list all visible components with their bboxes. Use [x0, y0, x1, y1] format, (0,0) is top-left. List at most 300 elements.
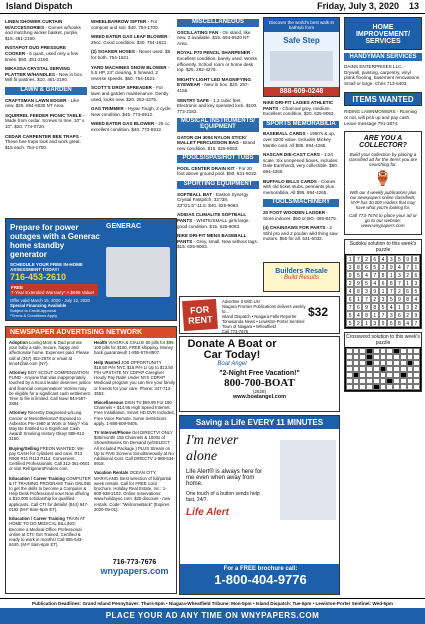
sudoku-cell: 9: [379, 319, 387, 327]
listing-title: CEDAR CARPENTER BEE TRAPS: [5, 133, 81, 139]
listing-title: MIKASSA CRYSTAL SERVING PLATTER W/HANDLES: [5, 66, 71, 77]
sudoku-cell: 7: [371, 271, 379, 279]
listing-body: - Like new. $25. 694-6530 NT Area.: [5, 97, 80, 109]
lawn-listing: [91, 49, 173, 60]
builders-brand: Builders Resale: [275, 268, 328, 275]
listing-title: Vacation Rentals: [94, 470, 130, 476]
generac-phone: 716-453-2610: [10, 272, 67, 282]
listing-body: - 6 quart, used only a few times. $60. 481-2190.: [5, 50, 79, 62]
generac-terms: *Terms & Conditions Apply: [10, 313, 58, 318]
collector-body: Build your collection by placing a classified ad for the items you are searching for.: [348, 152, 418, 168]
for-rent-price: $32: [308, 305, 329, 319]
sudoku-cell: 1: [379, 287, 387, 295]
misc-listing: [177, 50, 259, 72]
listing-body: - Comes with old ticket stubs, pennants plus memorabilia. All $95. 694-4265.: [263, 178, 336, 195]
crossword-cell: [407, 384, 414, 390]
listing-title: (2) SOAKER HOSES: [91, 49, 137, 55]
listing-title: TV Internet/Phone: [94, 430, 132, 436]
nyads-title: NEWSPAPER ADVERTISING NETWORK: [6, 327, 176, 338]
lawn-listing: [5, 98, 87, 109]
sudoku-title: Sudoku solution to this week's puzzle: [349, 241, 417, 254]
items-wanted-listing: RIDING LAWNMOWERS - Running or not, will pick up and pay cash. Leave message 791-3874.: [344, 109, 417, 126]
builders-sub: Build Results: [283, 275, 319, 281]
paper-name: Island Dispatch: [6, 1, 73, 11]
bathtub-image: [270, 51, 333, 81]
sudoku-cell: 4: [387, 303, 395, 311]
listing-title: Health: [94, 340, 109, 345]
sudoku-cell: 8: [379, 271, 387, 279]
listing-title: Miscellaneous: [94, 400, 125, 406]
sudoku-cell: 4: [354, 311, 362, 319]
life-alert-brochure: For a FREE brochure call:: [223, 566, 298, 572]
life-alert-note: One touch of a button sends help fast, 24/7.: [186, 491, 260, 503]
section-miscellaneous: MISCELLANEOUS: [177, 19, 259, 27]
sudoku-cell: 7: [395, 279, 403, 287]
nyad-listing: [9, 340, 91, 366]
listing-body: - Comes w/hooks and matching wicker basket, purple. $15. 481-2190.: [5, 24, 81, 41]
nyad-listing: [9, 516, 91, 547]
sudoku-cell: 1: [354, 295, 362, 303]
life-alert-title: Saving a Life EVERY 11 MINUTES: [180, 416, 339, 429]
section-tools-machinery: TOOLS/MACHINERY: [263, 199, 339, 207]
listing-body: OCEAN CITY, MARYLAND. Best selection of full/partial week rentals. Call for FREE color brochure. Holiday Real Estate, Inc.: 1-800-638-2102. Online reservations: www.holidayoc.com. $25 discount - new rentals. Code: "WelcomeBack" (Expires 2020-09-01).: [94, 470, 172, 512]
safe-step-brand: Safe Step: [283, 36, 320, 45]
life-alert-logo: Life Alert: [186, 507, 229, 518]
listing-title: Education / Career Training: [9, 516, 67, 522]
crossword-cell: [393, 384, 400, 390]
listing-title: INSTAPOT DUO PRESSURE COOKER: [5, 45, 66, 56]
sudoku-cell: 5: [346, 319, 354, 327]
sudoku-cell: 1: [387, 271, 395, 279]
sudoku-cell: 2: [395, 287, 403, 295]
crossword-cell: [413, 384, 420, 390]
sudoku-cell: 3: [404, 303, 412, 311]
sudoku-cell: 3: [362, 287, 370, 295]
lawn-listing: [91, 85, 173, 102]
life-alert-tag: Life Alert® is always here for me even when away from home.: [186, 469, 263, 487]
sudoku-cell: 1: [371, 311, 379, 319]
sudoku-cell: 6: [371, 255, 379, 263]
music-listing: [177, 135, 259, 152]
generac-logo: GENERAC: [106, 223, 142, 230]
misc-listing: [177, 77, 259, 94]
sudoku-cell: 3: [371, 319, 379, 327]
donate-num: (2628): [252, 389, 266, 394]
sudoku-cell: 6: [354, 303, 362, 311]
generac-offer-text: 7-Year Extended Warranty* A $695 Value!: [11, 290, 95, 295]
listing-title: ADIDAS CLIMALITE SOFTBALL PANTS: [177, 212, 247, 224]
listing-body: - 2 Stihl pro and 2 poulan wild thing saw motors. $50 for all. 531-6032.: [263, 225, 338, 242]
section-pools-spas: POOLS/SPAS/HOT TUBS: [177, 155, 259, 163]
sudoku-cell: 7: [404, 263, 412, 271]
listing-title: GAS TRIMMER: [91, 106, 125, 112]
listing-body: - Never used. $8 for both. 754-1621.: [91, 49, 171, 60]
listing-title: OSCILLATING FAN: [177, 29, 220, 35]
crossword-cell: [373, 384, 380, 390]
listing-title: LINEN SHOWER CURTAIN W/ACCESSORIES: [5, 19, 63, 30]
rent-line: Town of Niagara • Wheatfield: [222, 324, 276, 329]
builders-resale-ad[interactable]: [263, 262, 340, 292]
listing-title: WEED EATER GAS LEAF BLOWER: [91, 34, 169, 40]
sport-listing: [263, 100, 339, 117]
listing-title: BASEBALL CARDS: [263, 131, 307, 137]
sudoku-cell: 5: [371, 263, 379, 271]
section-sports-memorabilia: SPORTS MEMORABILIA: [263, 121, 339, 129]
sudoku-cell: 1: [395, 303, 403, 311]
for-rent-lines: [222, 299, 312, 334]
life-alert-headline: I'm never alone: [186, 433, 239, 464]
generac-offer: [10, 284, 98, 296]
listing-title: NASCAR DIE-CAST CARS: [263, 152, 322, 158]
crossword-cell: [366, 384, 373, 390]
sudoku-cell: 4: [404, 319, 412, 327]
sport-listing: [177, 233, 259, 250]
sudoku-cell: 3: [346, 263, 354, 271]
donate-title: Donate A Boat or Car Today!: [187, 338, 277, 361]
lawn-listing: [5, 134, 87, 151]
listing-title: Adoption: [9, 340, 30, 345]
sudoku-cell: 2: [404, 311, 412, 319]
section-lawn-garden: LAWN & GARDEN: [5, 87, 87, 95]
sudoku-cell: 5: [362, 279, 370, 287]
pools-listing: [177, 166, 259, 177]
sudoku-cell: 8: [395, 319, 403, 327]
sudoku-cell: 2: [404, 271, 412, 279]
misc-listing: [177, 30, 259, 47]
crossword-cell: [400, 384, 407, 390]
listing-title: SCOTT'S DROP SPREADER: [91, 85, 154, 91]
sudoku-cell: 3: [395, 271, 403, 279]
listing-title: Help Wanted: [94, 359, 122, 365]
nyad-listing: [9, 410, 91, 441]
sudoku-cell: 1: [412, 263, 420, 271]
lawn-listing: [91, 34, 173, 45]
listing-body: DISH TV $59.99 For 190 Channels + $14.95 High Speed Internet. Free Installation, Smart HD DVR Included, Free Voice Remote. Some restrictions apply. 1-888-609-9405.: [94, 400, 175, 426]
rent-line: Niagara Frontier Publications delivers weekly to...: [222, 304, 306, 314]
listing-body: FREON WANTED: We pay CASH for cylinders and cans. R12 R500 R11 R113 R114. Convenient. Certified Professionals. Call 312-361-0601 or visit RefrigerantFinders.com.: [9, 445, 90, 472]
collector-more: With our 4 weekly publications plus our newspapers online classifieds, NYP has 30,000 readers that may have what you're looking for.: [349, 190, 417, 211]
sudoku-cell: 9: [404, 255, 412, 263]
tools-listing: [263, 225, 339, 242]
sudoku-cell: 6: [387, 319, 395, 327]
listing-title: SQUIRREL FEEDER PICNIC TABLE: [5, 112, 83, 118]
sudoku-cell: 2: [362, 255, 370, 263]
listing-body: - On stand, like new. 2 available. $15. 694-6520 NT Area.: [177, 29, 251, 46]
page-number: 13: [408, 1, 419, 11]
lawn-listing: [91, 19, 173, 30]
sudoku-cell: 2: [379, 263, 387, 271]
listing-title: YARD MACHINES SNOW BLOWER: [91, 64, 168, 70]
generac-free: FREE: [11, 285, 24, 290]
listing-title: NIKE DRI-FIT LADIES ATHLETIC PANTS: [263, 100, 334, 111]
listing-body: VIAGRA & CIALIS! 60 pills for $99. 100 pills for $150. FREE shipping. Money back guaranteed! 1-855-579-8907.: [94, 340, 175, 356]
nyad-listing: [94, 430, 175, 466]
listing-title: Buying/Selling: [9, 445, 41, 451]
listing-title: SENTRY SAFE: [177, 97, 211, 103]
sudoku-cell: 5: [412, 287, 420, 295]
crossword-cell: [380, 384, 387, 390]
nyad-listing: [9, 476, 91, 512]
collector-ad[interactable]: [344, 131, 422, 235]
sudoku-cell: 4: [395, 263, 403, 271]
donate-brand: Boat Angel: [217, 361, 247, 367]
generac-financing: Special Financing Available: [10, 303, 67, 308]
nyads-web: wnypapers.com: [100, 566, 169, 576]
safe-step-ad[interactable]: [263, 17, 340, 97]
lawn-listing: [5, 113, 87, 130]
listing-body: - Grey, small. New without tags. $15. 625-9063.: [177, 238, 259, 250]
listing-body: - These bee traps look and work great. $15 each. 754-1700.: [5, 133, 82, 150]
sudoku-cell: 2: [354, 319, 362, 327]
generac-dates: Offer valid March 15, 2020 - July 12, 2020: [10, 298, 90, 303]
listing-body: - Charcoal grey, medium. Excellent condition. $20. 625-9063.: [263, 105, 335, 117]
sudoku-cell: 4: [379, 255, 387, 263]
nyads-phone: 716-773-7676: [112, 559, 157, 566]
section-sporting-equipment: SPORTING EQUIPMENT: [177, 181, 259, 189]
life-alert-footer: [180, 564, 340, 595]
rent-line: Island Dispatch • Niagara Falls Reporter: [222, 314, 297, 319]
listing-body: - For 20 foot above ground pool. $50. 531-6032.: [177, 165, 258, 177]
sudoku-cell: 8: [354, 263, 362, 271]
generac-subject: Subject to Credit Approval: [10, 308, 57, 313]
right-column: [344, 17, 422, 392]
rent-line: Call 773-7676: [222, 329, 249, 334]
column-2: [91, 19, 173, 137]
donate-phone: 800-700-BOAT: [224, 377, 295, 389]
sudoku-cell: 9: [371, 287, 379, 295]
nyad-listing: [94, 400, 175, 426]
sudoku-cell: 2: [371, 295, 379, 303]
sudoku-cell: 2: [412, 303, 420, 311]
place-ad-banner[interactable]: PLACE YOUR AD ANY TIME ON WNYPAPERS.COM: [0, 608, 425, 624]
listing-body: Loving Mom & Dad promise your baby a safe, secure, happy and affectionate home. Expenses paid. Please call at (347) 452-2878 or email at leno4@ail.com (NY).: [9, 340, 90, 366]
listing-body: - 1950's & up, over 5200 value. Includes Mickey Mantle card. All $85. 694-4265.: [263, 131, 336, 148]
sudoku-cell: 6: [395, 311, 403, 319]
listing-body: COMPUTER & IT TRAINING PROGRAM! Train ONLINE to get the skills to become a Computer & Help Desk Professional now! Now offering a $10,000 scholarship for qualified applicants. Call CTI for details! (844) 947-0192 (M-F 8am-6pm ET).: [9, 475, 91, 512]
sudoku-cell: 9: [362, 303, 370, 311]
listing-title: WEED EATER GAS BLOWER: [91, 121, 156, 127]
page-footer: [0, 598, 425, 624]
listing-body: - Store indoors. $50 or BO. 495-8475.: [263, 209, 338, 221]
listing-title: Attorney: [9, 370, 28, 376]
for-rent-sign: FOR RENT: [182, 299, 218, 331]
listing-body: - For compost and soil. $40. 754-1700.: [91, 19, 159, 30]
sudoku-grid: [345, 254, 421, 328]
page-date: Friday, July 3, 2020: [317, 1, 399, 11]
sudoku-cell: 9: [387, 263, 395, 271]
listing-title: CRAFTSMAN LAWN EDGER: [5, 97, 68, 103]
sudoku-cell: 9: [346, 271, 354, 279]
listing-title: GATOR GH 3004 NYLON STICK/ MALLET PERCUSSION BAG: [177, 134, 247, 146]
sudoku-cell: 4: [412, 295, 420, 303]
sudoku-cell: 4: [346, 287, 354, 295]
safe-step-phone: 888-609-0248: [264, 87, 339, 96]
misc-listing: [177, 98, 259, 115]
sudoku-cell: 5: [354, 271, 362, 279]
handyman-listing: DAINS ENTERPRISES LLC. - Drywall, painting, carpentry, vinyl plank flooring, basement renovations. Small or large. Chris 713-6403.: [344, 64, 421, 86]
home-improvement-banner: HOME IMPROVEMENT/ SERVICES: [344, 17, 422, 50]
life-alert-phone: 1-800-404-9776: [214, 572, 307, 587]
listing-body: - 1:24 scale. Six unopened boxes, includes Dale Earnhardt, very collectible. $90. 694-4265.: [263, 152, 339, 174]
household-listing: [5, 45, 87, 62]
crossword-solution: [344, 332, 422, 392]
sudoku-cell: 7: [387, 287, 395, 295]
sudoku-cell: 8: [354, 287, 362, 295]
memorabilia-listing: [263, 152, 339, 174]
life-alert-ad[interactable]: [179, 415, 340, 595]
sudoku-cell: 3: [387, 255, 395, 263]
collector-call: Call 773-7676 to place your ad or go to our website: www.wnypapers.com: [349, 213, 417, 229]
nyad-listing: [94, 340, 175, 356]
items-wanted-banner: ITEMS WANTED: [344, 92, 422, 106]
life-alert-photo: [280, 440, 336, 520]
listing-body: - 5.5 HP, 24" clearing, 5 forward, 2 reverse speeds. $60. 754-1621.: [91, 64, 170, 81]
memorabilia-listing: [263, 131, 339, 148]
nyads-footer: [94, 559, 175, 576]
nyad-listing: [94, 360, 175, 396]
for-rent-ad[interactable]: [179, 296, 340, 334]
listing-body: Get DIRECTV! ONLY $35/month! 155 Channels & 1000s of Shows/Movies On Demand (w/SELECT All Included Package.) PLUS Stream on Up to FIVE Screens Simultaneously at No Additional Cost. Call DIRECTV 1-888-534-6918.: [94, 430, 175, 467]
listing-title: Attorney: [9, 410, 28, 416]
newspaper-ad-network: [5, 326, 177, 594]
sudoku-cell: 1: [362, 319, 370, 327]
sudoku-cell: 7: [346, 303, 354, 311]
sudoku-cell: 7: [362, 295, 370, 303]
listing-title: ROYAL P70 PENCIL SHARPENER: [177, 50, 252, 56]
collectibles-icon: 🏺: [374, 170, 392, 187]
section-musical-instruments: MUSICAL INSTRUMENTS/ EQUIPMENT: [177, 118, 259, 131]
crossword-cell: [386, 384, 393, 390]
lawn-listing: [91, 65, 173, 82]
listing-body: - 25 cc, excellent condition. $40. 773-6912.: [91, 121, 171, 132]
listing-body: - 1.2 cubic feet. Electronic and key operated lock. $100. 773-2182.: [177, 97, 258, 114]
sudoku-cell: 6: [362, 263, 370, 271]
listing-title: WHEELBARROW SIFTER: [91, 19, 148, 24]
publication-deadlines: Publication Deadlines: Grand Island PennySaver: Thurs-5pm • Niagara-Wheatfield Tribune: Mon-5pm • Island Dispatch: Tue-5pm • Lewiston-Porter Sentinel: Wed-5pm: [0, 598, 425, 608]
nyads-col1: [9, 340, 91, 551]
listing-body: - For lawn and garden maintenance. Gently used, looks new. $20. 262-4276.: [91, 85, 169, 102]
nyad-listing: [9, 370, 91, 406]
sudoku-cell: 8: [362, 311, 370, 319]
sudoku-cell: 5: [395, 255, 403, 263]
nyads-col2: [94, 340, 175, 516]
listing-title: SOFTBALL BAT: [177, 191, 214, 197]
crossword-cell: [346, 384, 353, 390]
collector-title: ARE YOU A COLLECTOR?: [359, 135, 407, 150]
household-listing: [5, 19, 87, 41]
rent-line: Advertise It With Us!: [222, 299, 260, 304]
sudoku-cell: 4: [362, 271, 370, 279]
sport-listing: [177, 192, 259, 209]
sudoku-cell: 6: [404, 287, 412, 295]
donate-boat-ad[interactable]: [179, 336, 340, 412]
page-header: [0, 0, 425, 14]
listing-body: - New in box. Will fit pastries. $10. 481-2190.: [5, 71, 84, 83]
sudoku-cell: 1: [346, 255, 354, 263]
listing-body: - Made from cedar. Screws to tree, 10" x 10". $20. 774-0720.: [5, 112, 85, 129]
sudoku-cell: 3: [412, 279, 420, 287]
safe-step-title: Discover the world's best walk-in bathtub from: [264, 18, 339, 32]
listing-body: - New in box. $20. 297-4155.: [177, 82, 250, 93]
lawn-listing: [91, 106, 173, 117]
sudoku-cell: 7: [412, 319, 420, 327]
sudoku-cell: 3: [387, 311, 395, 319]
listing-body: BOY SCOUT COMPENSATION FUND - Anyone that was inappropriately touched by a Scout leader deserves justice and financial compensation! Victims may be eligible for a significant cash settlement. Time to file is limited. Call Now! 844-587-2884.: [9, 370, 91, 407]
sudoku-cell: 8: [387, 279, 395, 287]
listing-title: BUFFALO BILLS CARDS: [263, 178, 319, 184]
household-listing: [5, 66, 87, 83]
listing-title: NIKE DRI-FIT MENS BASEBALL PANTS: [177, 233, 247, 244]
page-date-number: [317, 1, 419, 11]
sudoku-cell: 9: [354, 279, 362, 287]
sudoku-cell: 8: [371, 303, 379, 311]
crossword-cell: [353, 384, 360, 390]
listing-body: - Easton Synergy Crystal Fastpitch, 32"/38, 33"/21.5"-11.5. $40. 625-9063.: [177, 191, 249, 208]
sudoku-cell: 9: [395, 295, 403, 303]
sudoku-cell: 8: [404, 295, 412, 303]
rent-line: Tonawanda News • Lewiston-Porter Sentinel: [222, 319, 305, 324]
listing-body: - Brand new condition. $15. 625-9063.: [177, 140, 256, 151]
donate-tagline: "2-Night Free Vacation!": [219, 370, 300, 377]
sudoku-cell: 8: [412, 255, 420, 263]
nyad-listing: [94, 470, 175, 512]
listing-body: - Hypar Tough, 2 cycle. New condition. $45. 773-6912.: [91, 106, 172, 117]
section-handyman: HANDYMAN SERVICES: [344, 53, 422, 61]
column-1: [5, 19, 87, 154]
listing-body: JOB OPPORTUNITY $18.50 P/H NYC $16 P/H LI Up to $13.50 P/H UPSTATE NY CDPAP Caregiver Hourly Pay Rate! Under NYS CDPAP Medicaid program you can hire your family or friends for your care. Phone: 347-713-3553.: [94, 359, 175, 396]
listing-title: (4) CHAINSAWS FOR PARTS: [263, 225, 327, 231]
generac-schedule: SCHEDULE YOUR FREE IN-HOME ASSESSMENT TODAY!: [10, 262, 83, 272]
listing-body: - Excellent condition, barely used. Works efficiently. School room or home desk top. $25. 262-4276.: [177, 50, 258, 73]
sudoku-cell: 7: [379, 311, 387, 319]
generac-ad[interactable]: [5, 218, 177, 321]
listing-body: - 25cc. Good condition. $30. 754-1621.: [91, 34, 171, 45]
generator-image: [106, 247, 170, 297]
crossword-title: Crossword solution to this week's puzzle: [346, 334, 420, 347]
column-3: [177, 17, 259, 254]
crossword-cell: [359, 384, 366, 390]
sudoku-cell: 2: [346, 279, 354, 287]
listing-title: Education / Career Training: [9, 475, 67, 481]
tools-listing: [263, 210, 339, 221]
listing-body: Recently Diagnosed w/Lung Cancer or Mesothelioma? Exposed to Asbestos Pre-1980 at Work or Navy? You May Be Entitled to a Significant Cash Award! Smoking History Okay! 888-912-3150.: [9, 410, 89, 442]
sudoku-cell: 5: [346, 311, 354, 319]
sudoku-solution: [344, 239, 422, 329]
listing-body: - WHITE/SMALL girls large, good condition. $15. 625-9063.: [177, 218, 250, 229]
sport-listing: [177, 212, 259, 229]
nyad-listing: [9, 446, 91, 472]
listing-title: MIGHTY LIGHT LED MAGNIFYING EYEWEAR: [177, 76, 251, 88]
listing-title: 20 FOOT WOODEN LADDER: [263, 209, 327, 215]
listing-body: TRAIN AT HOME TO DO MEDICAL BILLING! Become a Medical Office Professional online at CTI! Get Trained, Certified & ready to work in months! Call 855-543-6440. (M-F 8am-6pm ET).: [9, 516, 86, 548]
generac-headline: Prepare for power outages with a Generac home standby generator: [10, 223, 100, 259]
lawn-listing: [91, 121, 173, 132]
donate-web: www.boatangel.com: [233, 394, 286, 400]
sudoku-cell: 6: [379, 279, 387, 287]
listing-title: POOL CENTER DRAIN KIT: [177, 165, 236, 171]
sudoku-cell: 6: [346, 295, 354, 303]
sudoku-cell: 7: [354, 255, 362, 263]
sudoku-cell: 5: [379, 303, 387, 311]
sudoku-cell: 6: [412, 271, 420, 279]
memorabilia-listing: [263, 179, 339, 196]
sudoku-cell: 3: [379, 295, 387, 303]
column-4: [263, 100, 339, 246]
sudoku-cell: 5: [387, 295, 395, 303]
sudoku-cell: 4: [371, 279, 379, 287]
sudoku-cell: 1: [404, 279, 412, 287]
sudoku-cell: 9: [412, 311, 420, 319]
